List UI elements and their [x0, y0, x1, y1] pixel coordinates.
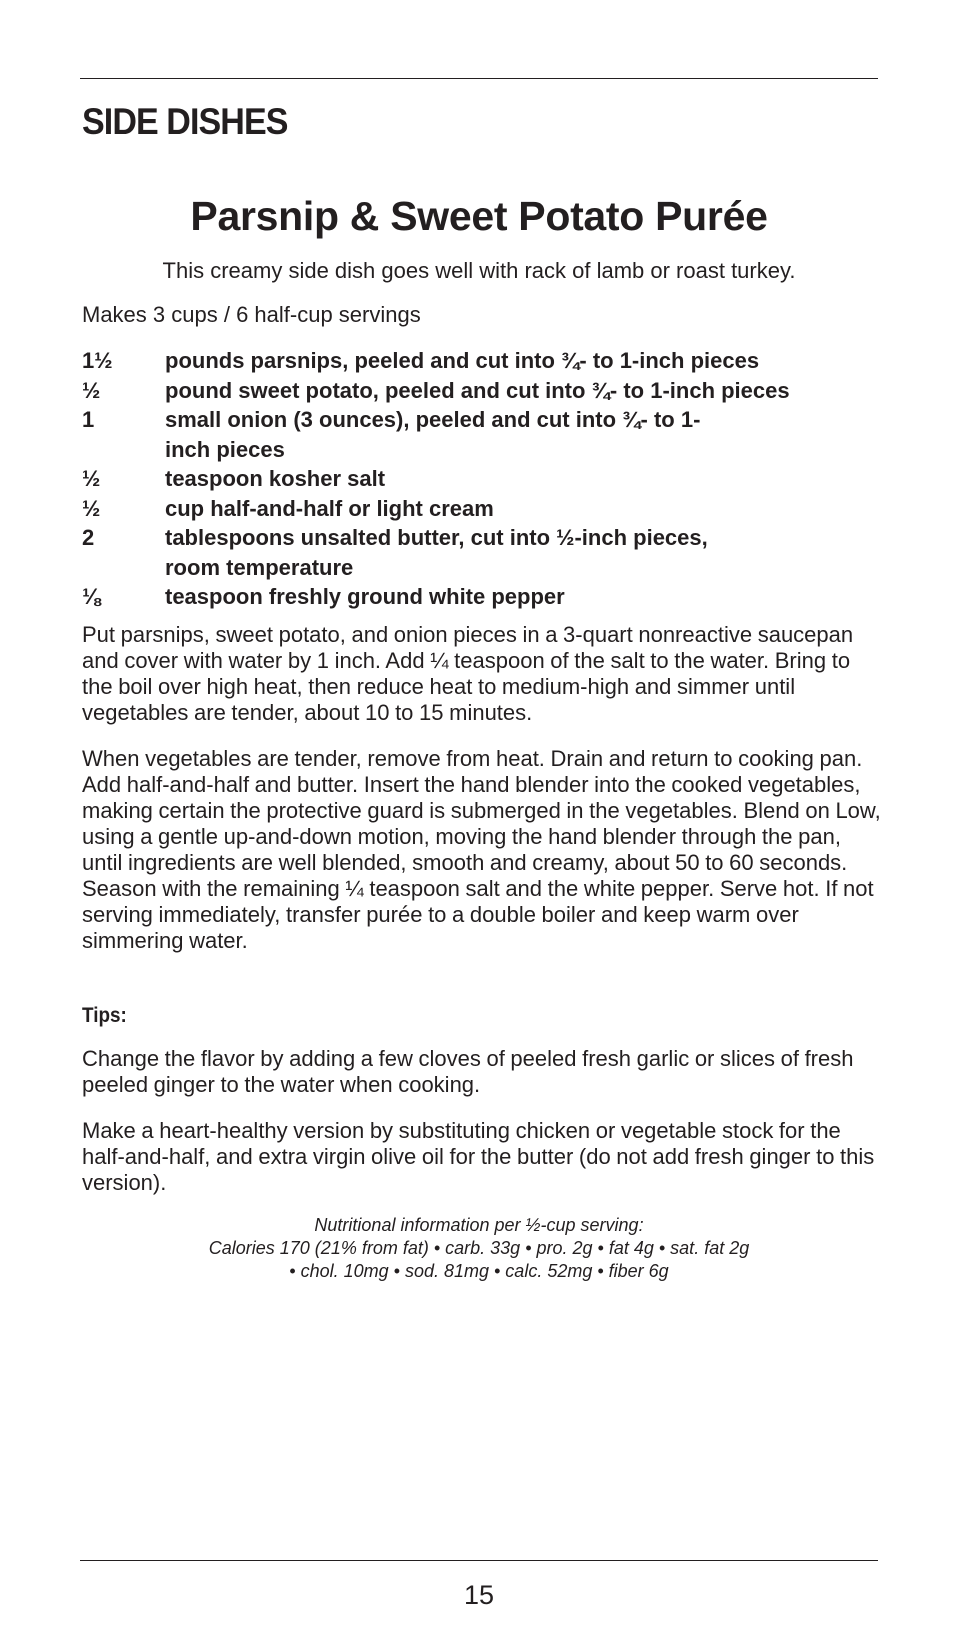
- ingredient-qty: 1: [82, 407, 95, 432]
- tip-paragraph-2: Make a heart-healthy version by substituting chicken or vegetable stock for the half-and-half, and extra virgin olive oil for the butter (do not add fresh ginger to this version).: [82, 1118, 875, 1195]
- ingredient-qty: ½: [82, 495, 101, 521]
- direction-paragraph-1: Put parsnips, sweet potato, and onion pieces in a 3-quart nonreactive saucepan and cover with water by 1 inch. Add ¼ teaspoon of the salt to the water. Bring to the boil over high heat, then reduce heat to medium-high and simmer until vegetables are tender, about 10 to 15 minutes.: [82, 622, 854, 725]
- ingredient-text: teaspoon kosher salt: [165, 466, 386, 491]
- section-title: SIDE DISHES: [82, 101, 288, 142]
- ingredient-item: [82, 464, 882, 494]
- direction-paragraph-2: When vegetables are tender, remove from heat. Drain and return to cooking pan. Add half-and-half and butter. Insert the hand blender into the cooked vegetables, making certain the protective guard is submerged in the vegetables. Blend on Low, using a gentle up-and-down motion, moving the hand blender through the pan, until ingredients are well blended, smooth and creamy, about 50 to 60 seconds. Season with the remaining ¼ teaspoon salt and the white pepper. Serve hot. If not serving immediately, transfer purée to a double boiler and keep warm over simmering water.: [82, 746, 881, 953]
- ingredient-text: teaspoon freshly ground white pepper: [165, 584, 565, 609]
- tip-paragraph-1: Change the flavor by adding a few cloves of peeled fresh garlic or slices of fresh peeled ginger to the water when cooking.: [82, 1046, 854, 1097]
- top-rule: [80, 78, 878, 79]
- ingredient-qty: 2: [82, 525, 95, 550]
- ingredient-item: [82, 376, 882, 406]
- recipe-yield: Makes 3 cups / 6 half-cup servings: [82, 302, 421, 327]
- ingredient-qty: ½: [82, 466, 101, 491]
- ingredient-item: [82, 494, 882, 524]
- nutrition-info: [80, 1214, 878, 1283]
- bottom-rule: [80, 1560, 878, 1561]
- ingredient-qty: ½: [82, 377, 101, 403]
- recipe-title: Parsnip & Sweet Potato Purée: [190, 193, 768, 239]
- nutrition-line: Nutritional information per ½-cup serving:: [314, 1215, 644, 1235]
- ingredient-item: [82, 582, 882, 612]
- ingredient-text: tablespoons unsalted butter, cut into ½-inch pieces, room temperature: [165, 525, 708, 580]
- tips-heading: Tips:: [82, 1004, 127, 1027]
- ingredient-list: [82, 346, 882, 612]
- ingredient-text: pounds parsnips, peeled and cut into ¾- to 1-inch pieces: [165, 348, 760, 373]
- recipe-intro: This creamy side dish goes well with rack of lamb or roast turkey.: [162, 258, 796, 283]
- ingredient-item: [82, 346, 882, 376]
- ingredient-qty: ⅛: [82, 584, 101, 609]
- nutrition-line: Calories 170 (21% from fat) • carb. 33g • pro. 2g • fat 4g • sat. fat 2g: [208, 1238, 750, 1258]
- page-number: 15: [463, 1580, 495, 1610]
- ingredient-text: cup half-and-half or light cream: [165, 495, 494, 521]
- nutrition-line: • chol. 10mg • sod. 81mg • calc. 52mg • fiber 6g: [289, 1261, 669, 1281]
- ingredient-qty: 1½: [82, 348, 113, 373]
- ingredient-item: [82, 523, 882, 582]
- ingredient-text: pound sweet potato, peeled and cut into ¾- to 1-inch pieces: [165, 377, 790, 403]
- ingredient-text: small onion (3 ounces), peeled and cut into ¾- to 1-inch pieces: [165, 407, 701, 462]
- ingredient-item: [82, 405, 882, 464]
